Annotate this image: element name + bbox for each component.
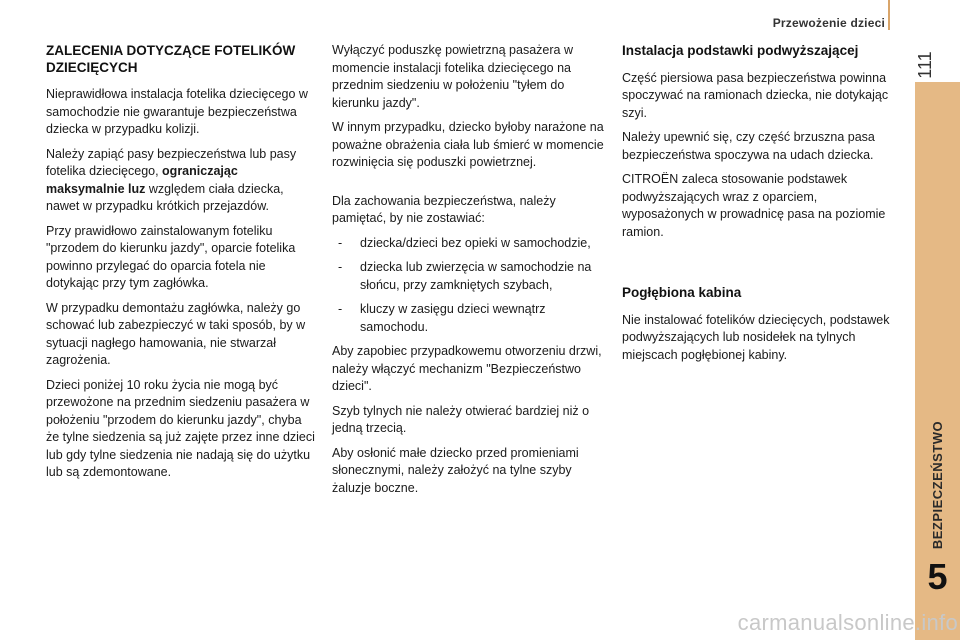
paragraph: W innym przypadku, dziecko byłoby narażone na poważne obrażenia ciała lub śmierć w momencie rozwinięcia się poduszki powietrznej.: [332, 120, 604, 169]
spacer: [622, 248, 890, 284]
bold-text: ograniczając maksymalnie luz: [46, 164, 238, 196]
paragraph: Nieprawidłowa instalacja fotelika dziecięcego w samochodzie nie gwarantuje bezpieczeństwa dziecka w przypadku kolizji.: [46, 87, 308, 136]
paragraph: Aby zapobiec przypadkowemu otworzeniu drzwi, należy włączyć mechanizm "Bezpieczeństwo dzieci".: [332, 344, 602, 393]
header-divider: [888, 0, 890, 30]
list-item: - dziecka lub zwierzęcia w samochodzie na słońcu, przy zamkniętych szybach,: [332, 259, 607, 294]
list-item: - kluczy w zasięgu dzieci wewnątrz samochodu.: [332, 301, 607, 336]
chapter-title: BEZPIECZEŃSTWO: [930, 420, 945, 550]
paragraph: Należy upewnić się, czy część brzuszna pasa bezpieczeństwa spoczywa na udach dziecka.: [622, 130, 875, 162]
subheading: Pogłębiona kabina: [622, 285, 742, 300]
paragraph: Dla zachowania bezpieczeństwa, należy pamiętać, by nie zostawiać:: [332, 193, 556, 225]
chapter-title-container: [918, 410, 958, 560]
watermark: carmanualsonline.info: [737, 610, 958, 635]
paragraph: Szyb tylnych nie należy otwierać bardziej niż o jedną trzecią.: [332, 403, 590, 435]
list-item: - dziecka/dzieci bez opieki w samochodzie,: [332, 235, 607, 253]
paragraph: Aby osłonić małe dziecko przed promieniami słonecznymi, należy założyć na tylne szyby żaluzje boczne.: [332, 445, 579, 495]
paragraph: Nie instalować fotelików dziecięcych, podstawek podwyższających lub nosidełek na tylnych miejscach pogłębionej kabiny.: [622, 312, 890, 362]
paragraph: Przy prawidłowo zainstalowanym foteliku "przodem do kierunku jazdy", oparcie fotelika powinno przylegać do oparcia fotela nie dotykając przy tym zagłówka.: [46, 223, 296, 290]
chapter-number: 5: [927, 556, 948, 597]
subheading: Instalacja podstawki podwyższającej: [622, 43, 859, 58]
spacer: [332, 179, 607, 193]
paragraph: CITROËN zaleca stosowanie podstawek podwyższających wraz z oparciem, wyposażonych w prowadnicę pasa na poziomie ramion.: [622, 172, 886, 239]
paragraph: [46, 146, 318, 216]
text-span: względem ciała dziecka, nawet w przypadku krótkich przejazdów.: [46, 181, 284, 213]
paragraph: W przypadku demontażu zagłówka, należy go schować lub zabezpieczyć w taki sposób, by w sytuacji nagłego hamowania, nie stwarzał zagrożenia.: [46, 300, 306, 367]
column-left: [46, 42, 318, 489]
warning-list: [332, 235, 607, 337]
paragraph: Wyłączyć poduszkę powietrzną pasażera w momencie instalacji fotelika dziecięcego na przednim siedzeniu w położeniu "tyłem do kierunku jazdy".: [332, 43, 573, 110]
column-middle: [332, 42, 607, 504]
main-heading: ZALECENIA DOTYCZĄCE FOTELIKÓW DZIECIĘCYCH: [46, 43, 296, 75]
section-header: Przewożenie dzieci: [772, 16, 885, 30]
paragraph: Dzieci poniżej 10 roku życia nie mogą być przewożone na przednim siedzeniu pasażera w położeniu "przodem do kierunku jazdy", chyba że tylne siedzenia są już zajęte przez inne dzieci lub gdy tylne siedzenia nie nadają się do użytku lub są zdemontowane.: [46, 377, 315, 479]
page-number: 111: [915, 51, 935, 79]
column-right: [622, 42, 890, 371]
paragraph: Część piersiowa pasa bezpieczeństwa powinna spoczywać na ramionach dziecka, nie dotykając szyi.: [622, 70, 889, 120]
text-span: Należy zapiąć pasy bezpieczeństwa lub pasy fotelika dziecięcego,: [46, 146, 297, 178]
